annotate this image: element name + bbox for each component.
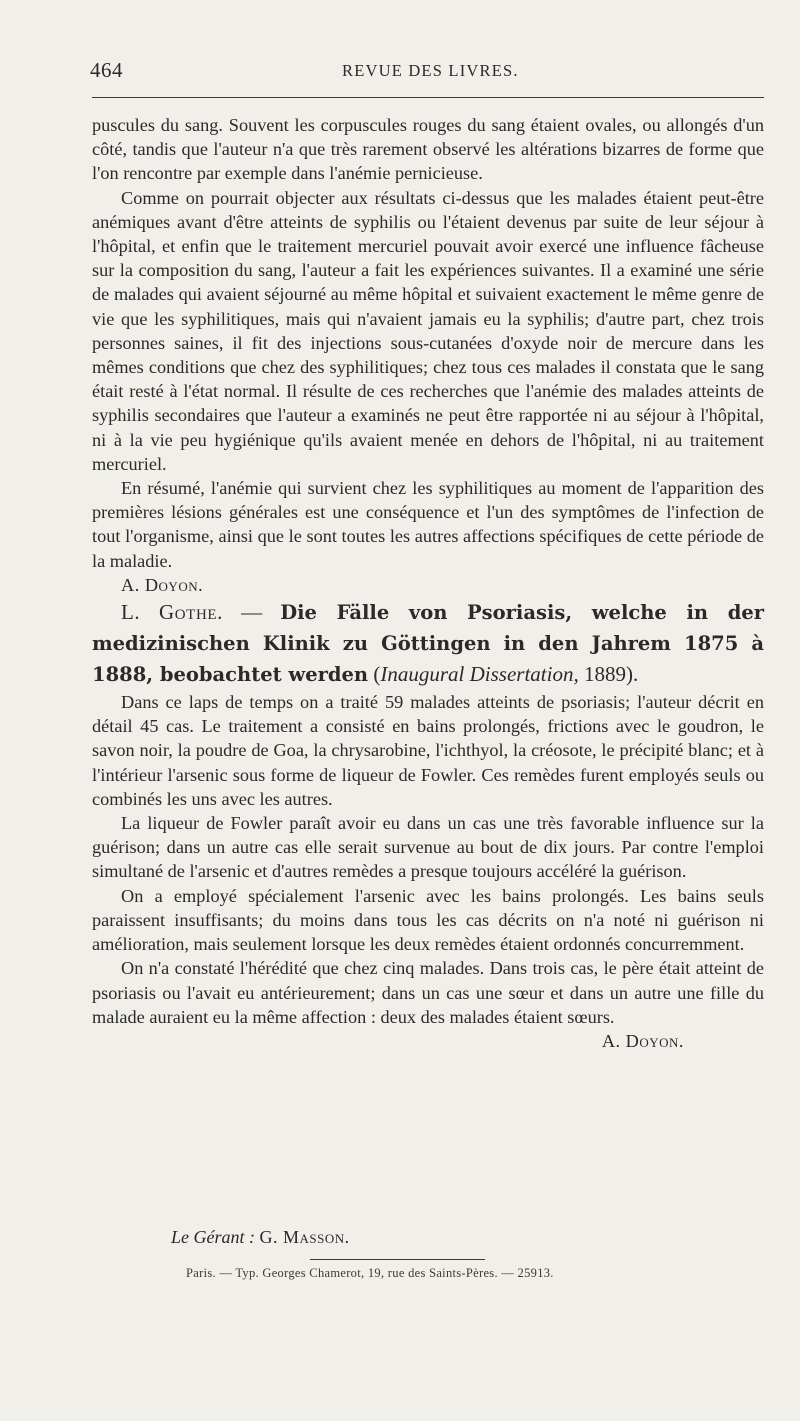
- review1-paragraph-2: Comme on pourrait objecter aux résultats ci-dessus que les malades étaient peut-être anémiques avant d'être atteints de syphilis ou l'étaient devenus par suite de leur séjour à l'hôpital, et enfin que le traitement mercuriel pouvait avoir exercé une influence fâcheuse sur la composition du sang, l'auteur a fait les expériences suivantes. Il a examiné une série de malades qui avaient séjourné au même hôpital et suivaient exactement le même genre de vie que les syphilitiques, mais qui n'avaient jamais eu la syphilis; d'autre part, chez trois personnes saines, il fit des injections sous-cutanées d'oxyde noir de mercure dans les mêmes conditions que chez des syphilitiques; chez tous ces malades il constata que le sang était resté à l'état normal. Il résulte de ces recherches que l'anémie des malades atteints de syphilis secondaires que l'auteur a examinés ne peut être rapportée ni au séjour à l'hôpital, ni à la vie peu hygiénique qu'ils avaient menée en dehors de l'hôpital, ni au traitement mercuriel.: [92, 187, 764, 474]
- body-text: [92, 113, 764, 1053]
- review2-year: 1889).: [578, 662, 639, 687]
- review2-dash: —: [223, 600, 281, 625]
- review2-title: Die Fälle von Psoriasis, welche in der medizinischen Klinik zu Göttingen in den Jahrem 1875 à 1888, beobachtet werden: [92, 601, 765, 687]
- review2-paragraph-1: Dans ce laps de temps on a traité 59 malades atteints de psoriasis; l'auteur décrit en détail 45 cas. Le traitement a consisté en bains prolongés, frictions avec le goudron, le savon noir, la poudre de Goa, la chrysarobine, l'ichthyol, la créosote, le précipité blanc; et à l'intérieur l'arsenic sous forme de liqueur de Fowler. Ces remèdes furent employés seuls ou combinés les uns avec les autres.: [92, 692, 764, 809]
- review2-signature: A. Doyon.: [601, 1030, 684, 1051]
- review2-paragraph-4: On n'a constaté l'hérédité que chez cinq malades. Dans trois cas, le père était atteint de psoriasis ou l'avait eu antérieurement; dans un cas une sœur et dans un autre une fille du malade auraient eu la même affection : deux des malades étaient sœurs.: [92, 958, 764, 1027]
- review2-signature-line: [92, 1029, 764, 1053]
- page-number: 464: [90, 58, 123, 82]
- review2-publication: Inaugural Dissertation,: [380, 662, 579, 687]
- review1-paragraph-3: En résumé, l'anémie qui survient chez les syphilitiques au moment de l'apparition des premières lésions générales est une conséquence et l'un des symptômes de l'infection de tout l'organisme, ainsi que le sont toutes les autres affections spécifiques de cette période de la maladie.: [92, 478, 764, 571]
- gerant-line: [171, 1227, 350, 1248]
- printer-imprint: Paris. — Typ. Georges Chamerot, 19, rue des Saints-Pères. — 25913.: [186, 1266, 554, 1280]
- imprint-rule: [310, 1259, 485, 1260]
- review2-paren: (: [368, 662, 381, 687]
- gerant-name: G. Masson.: [259, 1227, 350, 1247]
- review2-heading: [92, 597, 764, 690]
- review1-paragraph-1: puscules du sang. Souvent les corpuscules rouges du sang étaient ovales, ou allongés d'un côté, tandis que l'auteur n'a que très rarement observé les altérations bizarres de forme que l'on rencontre par exemple dans l'anémie pernicieuse.: [92, 115, 764, 184]
- review1-signature: A. Doyon.: [121, 574, 204, 595]
- header-rule: [92, 97, 764, 98]
- running-title: REVUE DES LIVRES.: [342, 61, 519, 80]
- gerant-label: Le Gérant :: [171, 1227, 255, 1247]
- review2-paragraph-3: On a employé spécialement l'arsenic avec les bains prolongés. Les bains seuls paraissent insuffisants; du moins dans tous les cas décrits on n'a noté ni guérison ni amélioration, mais seulement lorsque les deux remèdes étaient ordonnés concurremment.: [92, 885, 764, 955]
- review2-paragraph-2: La liqueur de Fowler paraît avoir eu dans un cas une très favorable influence sur la guérison; dans un autre cas elle serait survenue au bout de dix jours. Par contre l'emploi simultané de l'arsenic et d'autres remèdes a presque toujours accéléré la guérison.: [92, 813, 764, 882]
- review2-author: L. Gothe.: [121, 600, 223, 625]
- running-head: [90, 58, 762, 86]
